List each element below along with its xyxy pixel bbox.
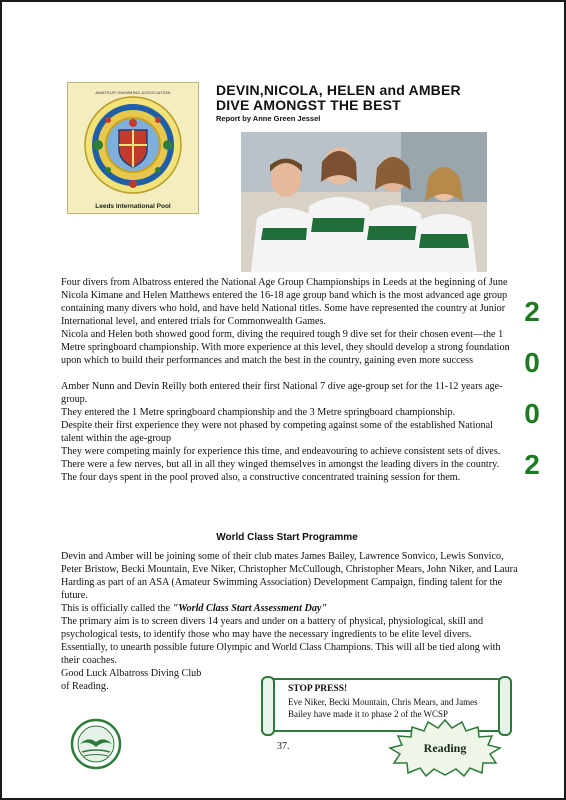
year-digit: 0 — [524, 398, 540, 429]
paragraph — [61, 602, 519, 615]
paragraph-prefix: This is officially called the — [61, 603, 173, 614]
page-number: 37. — [277, 741, 290, 752]
stop-press-text: Eve Niker, Becki Mountain, Chris Mears, and James Bailey have made it to phase 2 of the WCSP — [288, 697, 478, 719]
paragraph-gap — [61, 367, 513, 380]
paragraph: They entered the 1 Metre springboard championship and the 3 Metre springboard championship. — [61, 407, 456, 418]
paragraph: Despite their first experience they were not phased by competing against some of the established National talent within the age-group — [61, 420, 493, 444]
badge-emblem-icon — [78, 93, 188, 201]
year-digit: 2 — [524, 296, 540, 327]
paragraph: The primary aim is to screen divers 14 years and under on a battery of physical, physiological, skill and psychological tests, to identify those who may have the necessary ingredients to be elite level divers. Essentially, to unearth possible future Olympic and World Class Champions. This will all be tied along with their coaches. — [61, 616, 501, 666]
paragraph: Four divers from Albatross entered the National Age Group Championships in Leeds at the beginning of June — [61, 277, 508, 288]
championship-badge — [67, 82, 199, 214]
article-body — [61, 276, 513, 484]
year-digit: 0 — [524, 347, 540, 378]
reading-badge — [386, 718, 504, 783]
divers-photo — [241, 132, 487, 272]
byline: Report by Anne Green Jessel — [216, 114, 321, 123]
signoff-line-2: of Reading. — [61, 681, 109, 692]
scroll-curl-left — [261, 676, 275, 736]
badge-top-text: AMATEUR SWIMMING ASSOCIATION — [95, 90, 171, 95]
paragraph: They were competing mainly for experience this time, and endeavouring to achieve consistent sets of dives. There were a few nerves, but all in all they winged themselves in amongst the leading divers in the country. — [61, 446, 501, 470]
title-line-1: DEVIN,NICOLA, HELEN and AMBER — [216, 82, 461, 98]
reading-label: Reading — [423, 741, 467, 755]
paragraph: Nicola Kimane and Helen Matthews entered the 16-18 age group band which is the most advanced age group containing many divers who hold, and have held National titles. Some have represented the country at Junior International level, and entered trials for Commonwealth Games. — [61, 290, 508, 327]
badge-caption: Leeds International Pool — [95, 203, 171, 210]
stop-press-title: STOP PRESS! — [288, 684, 348, 694]
section-heading: World Class Start Programme — [216, 532, 358, 543]
signoff-line-1: Good Luck Albatross Diving Club — [61, 668, 202, 679]
section-body — [61, 550, 519, 693]
paragraph: The four days spent in the pool proved also, a constructive concentrated training session for them. — [61, 472, 461, 483]
divers-photo-image — [241, 132, 487, 272]
year-digit: 2 — [524, 449, 540, 480]
paragraph: Nicola and Helen both showed good form, diving the required tough 9 dive set for their chosen event—the 1 Metre springboard championship. With more experience at this level, they should develop a strong foundation upon which to build their performances and match the best in the country, gaining even more success — [61, 329, 510, 366]
year-2002 — [518, 286, 546, 490]
title-line-2: DIVE AMONGST THE BEST — [216, 97, 401, 113]
club-logo-icon — [70, 718, 122, 770]
article-title — [216, 83, 516, 113]
paragraph: Devin and Amber will be joining some of their club mates James Bailey, Lawrence Sonvico, Lewis Sonvico, Peter Bristow, Becki Mountain, Eve Niker, Christopher McCullough, Christopher Mears, John Niker, and Laura Harding as part of an ASA (Amateur Swimming Association) Development Campaign, finding talent for the future. — [61, 551, 518, 601]
paragraph: Amber Nunn and Devin Reilly both entered their first National 7 dive age-group set for the 11-12 years age-group. — [61, 381, 503, 405]
assessment-day-name: "World Class Start Assessment Day" — [172, 603, 328, 614]
